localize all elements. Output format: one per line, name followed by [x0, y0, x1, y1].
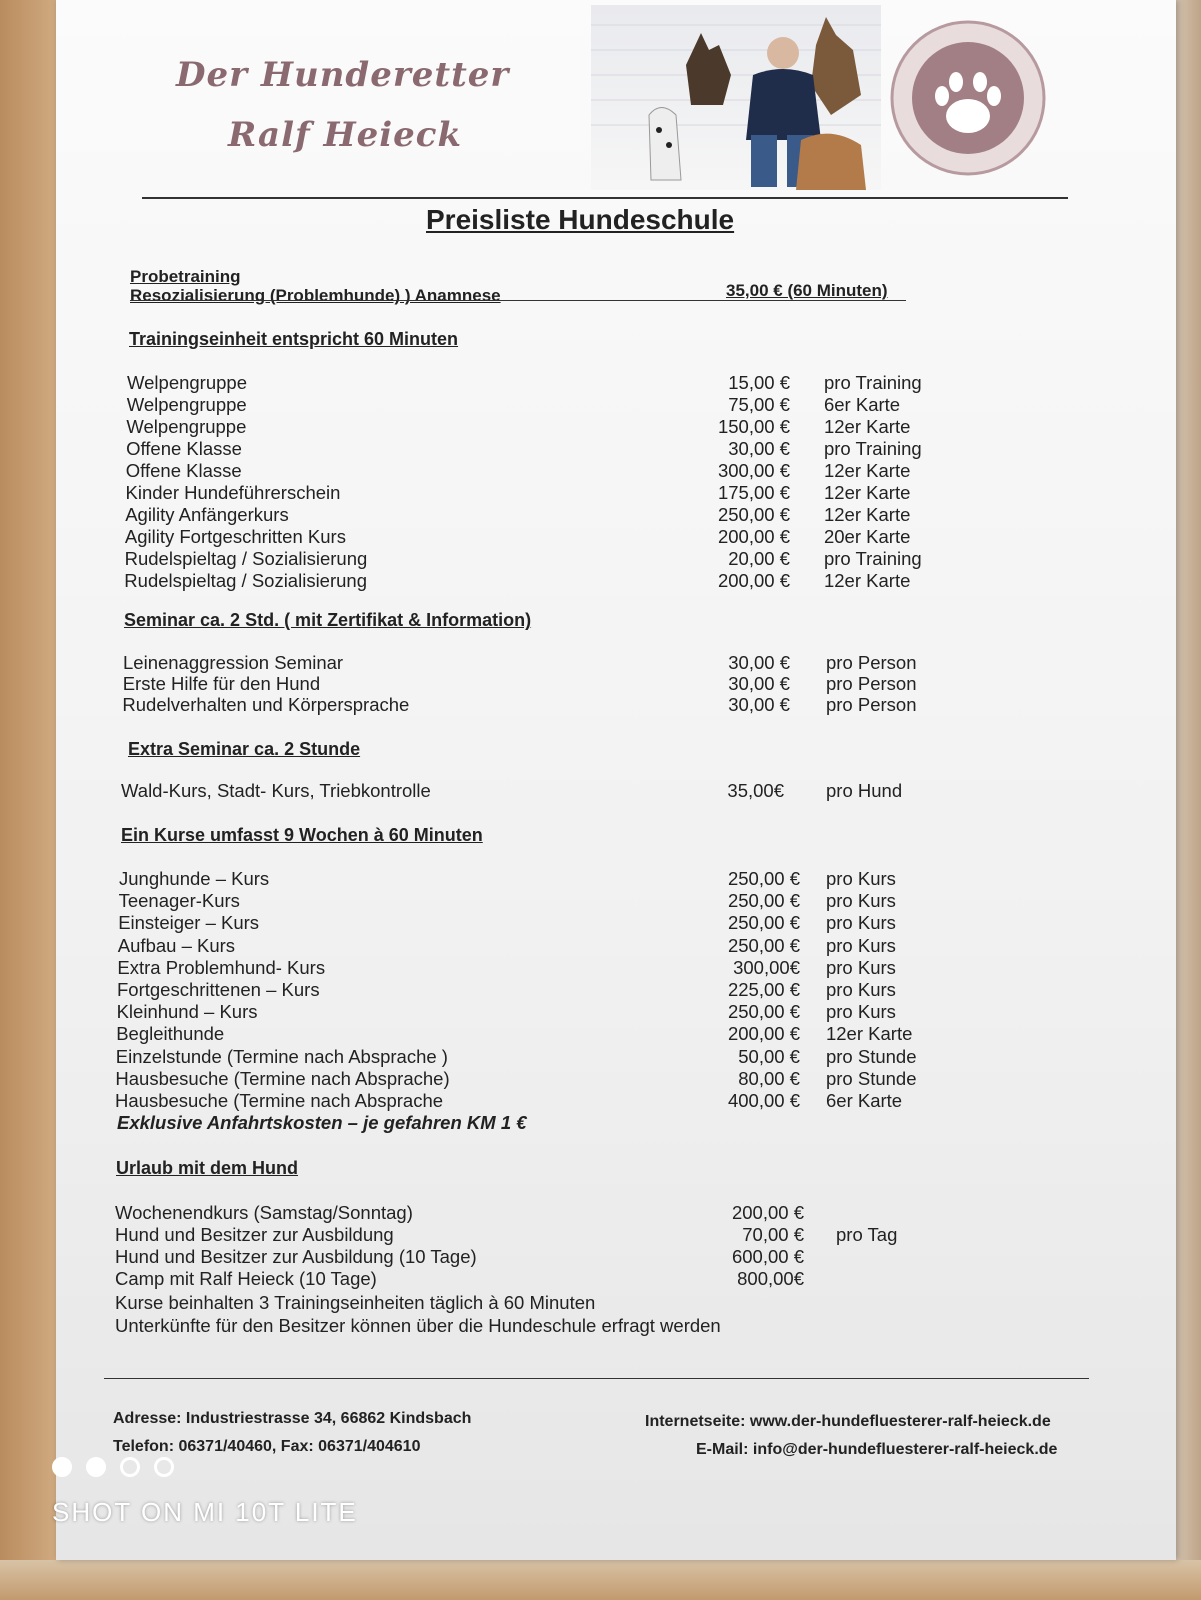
price-row-amount: 800,00€: [737, 1268, 804, 1289]
price-row-label: Einsteiger – Kurs: [118, 912, 260, 934]
price-row-label: Kinder Hundeführerschein: [125, 482, 341, 503]
header-divider: [142, 197, 1068, 199]
price-row-amount: 200,00 €: [717, 526, 790, 547]
price-row-unit: pro Hund: [826, 780, 903, 801]
price-row-amount: 250,00 €: [727, 934, 800, 956]
urlaub-heading: Urlaub mit dem Hund: [116, 1158, 299, 1178]
price-row-label: Welpengruppe: [127, 372, 247, 393]
table-surface-left: [0, 0, 62, 1600]
price-row-label: Wochenendkurs (Samstag/Sonntag): [115, 1202, 413, 1223]
price-row-amount: 200,00 €: [731, 1202, 804, 1223]
price-row-label: Teenager-Kurs: [118, 890, 240, 912]
price-row-label: Welpengruppe: [126, 416, 247, 437]
price-row-amount: 70,00 €: [742, 1224, 804, 1245]
price-row-amount: 35,00€: [727, 780, 784, 801]
footer-divider: [104, 1378, 1089, 1379]
price-row-label: Hund und Besitzer zur Ausbildung: [115, 1224, 394, 1245]
price-row-label: Rudelspieltag / Sozialisierung: [124, 570, 367, 591]
camera-watermark-dots: [52, 1457, 188, 1482]
hunderetter-seal-logo: [878, 18, 1058, 178]
price-row-label: Agility Fortgeschritten Kurs: [124, 526, 346, 547]
price-row-amount: 600,00 €: [731, 1246, 804, 1267]
price-row-label: Rudelverhalten und Körpersprache: [122, 694, 410, 715]
price-row-amount: 30,00 €: [728, 673, 790, 694]
price-row-label: Hund und Besitzer zur Ausbildung (10 Tage): [115, 1246, 477, 1267]
page-title: Preisliste Hundeschule: [426, 204, 735, 235]
urlaub-note-1: Kurse beinhalten 3 Trainingseinheiten täglich à 60 Minuten: [115, 1292, 596, 1313]
travel-cost-note: Exklusive Anfahrtskosten – je gefahren KM 1 €: [117, 1112, 527, 1133]
price-row-unit: 12er Karte: [823, 460, 911, 481]
probe-price: 35,00 € (60 Minuten): [726, 281, 888, 300]
price-row-label: Leinenaggression Seminar: [123, 652, 344, 673]
price-row-label: Extra Problemhund- Kurs: [117, 956, 326, 978]
price-row-amount: 200,00 €: [727, 1023, 800, 1045]
seminar-heading: Seminar ca. 2 Std. ( mit Zertifikat & Information): [124, 610, 532, 630]
price-row-unit: pro Training: [824, 372, 922, 393]
trainer-with-dogs-photo: [591, 5, 881, 190]
urlaub-note-2: Unterkünfte für den Besitzer können über die Hundeschule erfragt werden: [115, 1315, 721, 1336]
training-heading: Trainingseinheit entspricht 60 Minuten: [129, 329, 459, 349]
price-row-unit: pro Stunde: [825, 1067, 917, 1089]
price-row-unit: pro Kurs: [825, 890, 896, 912]
price-row-unit: 12er Karte: [823, 504, 911, 525]
price-row-amount: 250,00 €: [727, 1001, 800, 1023]
price-row-label: Einzelstunde (Termine nach Absprache ): [115, 1045, 448, 1067]
price-row-unit: 12er Karte: [825, 1023, 913, 1045]
price-row-unit: pro Stunde: [825, 1045, 917, 1067]
price-row-amount: 250,00 €: [727, 912, 800, 934]
price-row-unit: pro Tag: [836, 1224, 898, 1245]
price-row-label: Hausbesuche (Termine nach Absprache: [115, 1090, 444, 1111]
probe-underline: [130, 300, 906, 301]
price-row-amount: 30,00 €: [728, 694, 790, 715]
price-row-unit: pro Kurs: [825, 934, 896, 956]
price-row-amount: 300,00€: [733, 956, 800, 978]
price-row-label: Offene Klasse: [125, 460, 242, 481]
price-row-unit: 20er Karte: [823, 526, 911, 547]
price-row-amount: 30,00 €: [728, 652, 790, 673]
price-row-amount: 400,00 €: [727, 1090, 800, 1111]
probe-subheading: Resozialisierung (Problemhunde) ) Anamnese: [130, 286, 501, 305]
price-row-label: Wald-Kurs, Stadt- Kurs, Triebkontrolle: [121, 780, 431, 801]
price-row-label: Offene Klasse: [126, 438, 242, 459]
footer-email: E-Mail: info@der-hundefluesterer-ralf-heieck.de: [696, 1441, 1058, 1458]
price-row-label: Agility Anfängerkurs: [125, 504, 289, 525]
watermark-dot: [120, 1457, 140, 1477]
price-row-label: Welpengruppe: [126, 394, 247, 415]
watermark-dot: [154, 1457, 174, 1477]
footer-address: Adresse: Industriestrasse 34, 66862 Kindsbach: [113, 1410, 472, 1427]
price-row-amount: 20,00 €: [728, 548, 790, 569]
price-row-amount: 150,00 €: [717, 416, 790, 437]
price-row-label: Kleinhund – Kurs: [116, 1001, 258, 1023]
price-row-unit: pro Person: [825, 673, 917, 694]
price-row-label: Hausbesuche (Termine nach Absprache): [115, 1067, 450, 1089]
price-row-amount: 250,00 €: [727, 890, 800, 912]
price-row-unit: 12er Karte: [824, 482, 911, 503]
price-row-amount: 300,00 €: [717, 460, 790, 481]
price-row-amount: 80,00 €: [738, 1067, 800, 1089]
price-row-unit: pro Training: [823, 548, 922, 569]
probe-heading: Probetraining: [130, 267, 241, 286]
price-row-amount: 250,00 €: [717, 504, 790, 525]
brand-title: [176, 45, 509, 165]
price-row-amount: 50,00 €: [738, 1045, 800, 1067]
price-row-label: Rudelspieltag / Sozialisierung: [124, 548, 368, 569]
price-row-unit: 6er Karte: [823, 394, 901, 415]
price-row-label: Aufbau – Kurs: [117, 934, 236, 956]
price-row-unit: pro Kurs: [825, 1001, 896, 1023]
price-row-unit: pro Person: [826, 652, 917, 673]
kurse-heading: Ein Kurse umfasst 9 Wochen à 60 Minuten: [121, 825, 483, 845]
price-row-amount: 250,00 €: [727, 868, 800, 889]
footer-phone: Telefon: 06371/40460, Fax: 06371/404610: [113, 1438, 421, 1455]
table-surface-bottom: [0, 1560, 1201, 1600]
price-row-label: Begleithunde: [116, 1023, 225, 1045]
extra-seminar-heading: Extra Seminar ca. 2 Stunde: [128, 739, 361, 759]
price-row-amount: 225,00 €: [727, 979, 800, 1000]
price-row-amount: 200,00 €: [717, 570, 790, 591]
price-row-label: Junghunde – Kurs: [119, 868, 270, 889]
price-row-unit: pro Training: [823, 438, 922, 459]
price-row-amount: 75,00 €: [728, 394, 790, 415]
price-row-unit: pro Kurs: [825, 912, 896, 934]
price-row-unit: 12er Karte: [823, 570, 911, 591]
watermark-dot: [86, 1457, 106, 1477]
price-row-label: Fortgeschrittenen – Kurs: [117, 979, 320, 1000]
price-row-unit: 12er Karte: [823, 416, 911, 437]
price-row-unit: pro Person: [825, 694, 917, 715]
brand-line-2: Ralf Heieck: [228, 115, 463, 155]
footer-website: Internetseite: www.der-hundefluesterer-ralf-heieck.de: [645, 1413, 1051, 1430]
price-row-unit: pro Kurs: [826, 868, 896, 889]
price-row-amount: 15,00 €: [728, 372, 790, 393]
price-row-unit: 6er Karte: [826, 1090, 903, 1111]
price-row-label: Camp mit Ralf Heieck (10 Tage): [115, 1268, 377, 1289]
camera-watermark: SHOT ON MI 10T LITE: [52, 1497, 358, 1527]
price-list-sheet: [56, 0, 1176, 1560]
price-row-unit: pro Kurs: [825, 956, 896, 978]
price-row-amount: 30,00 €: [728, 438, 790, 459]
price-row-label: Erste Hilfe für den Hund: [122, 673, 321, 694]
watermark-dot: [52, 1457, 72, 1477]
brand-line-1: Der Hunderetter: [176, 55, 510, 95]
price-row-unit: pro Kurs: [826, 979, 896, 1000]
price-row-amount: 175,00 €: [717, 482, 790, 503]
